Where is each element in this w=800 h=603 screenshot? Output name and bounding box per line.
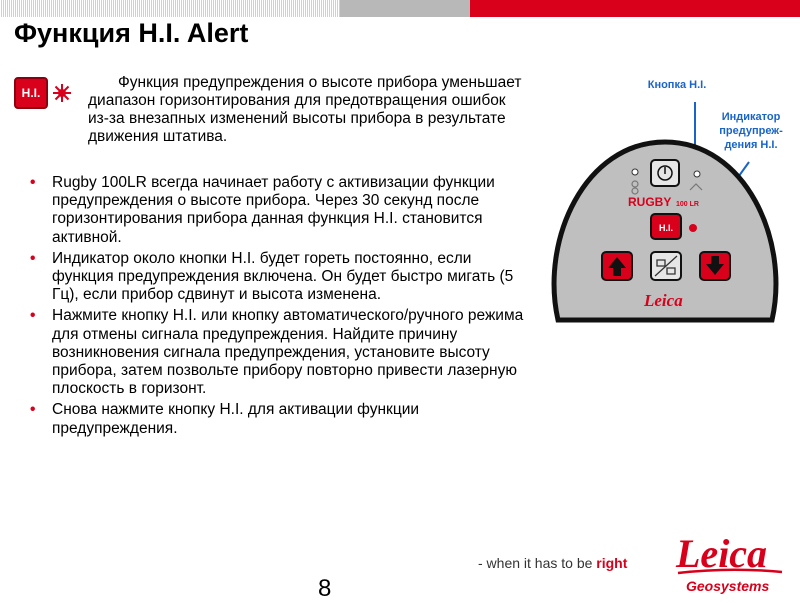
- led-power: [632, 169, 638, 175]
- control-panel: [540, 90, 790, 330]
- alert-star-icon: [52, 83, 72, 103]
- bullet-item: • Индикатор около кнопки H.I. будет гореть постоянно, если функция предупреждения включена. Он будет быстро мигать (5 Гц), если прибор сдвинут и высота изменена.: [30, 250, 535, 305]
- page-number: 8: [318, 575, 332, 602]
- led-auto: [694, 171, 700, 177]
- intro-paragraph: Функция предупреждения о высоте прибора уменьшает диапазон горизонтирования для предотвращения ошибок из-за внезапных изменений высоты прибора в результате движения штатива.: [88, 74, 522, 145]
- callout-hi-button: Кнопка H.I.: [647, 79, 707, 91]
- footer-tagline: [478, 555, 627, 571]
- hi-button-label: H.I.: [658, 223, 674, 233]
- callout-indicator-line: Индикатор: [721, 111, 781, 123]
- leica-geosystems-logo: [672, 523, 787, 598]
- panel-model: 100 LR: [676, 201, 699, 208]
- callout-indicator-line: дения H.I.: [724, 139, 778, 151]
- top-decor-band: [0, 0, 800, 17]
- top-band-red: [470, 0, 800, 17]
- bullet-item: • Rugby 100LR всегда начинает работу с активизации функции предупреждения о высоте прибора. Через 30 секунд после горизонтирования прибора данная функция H.I. становится активной.: [30, 174, 535, 247]
- bullet-item: • Нажмите кнопку H.I. или кнопку автоматического/ручного режима для отмены сигнала предупреждения. Найдите причину возникновения сигнала предупреждения, установите высоту прибора, затем позвольте прибору повторно привести лазерную плоскость в горизонт.: [30, 307, 535, 398]
- panel-leica-logo: Leica: [644, 291, 683, 310]
- tagline-prefix: - when it has to be: [478, 555, 597, 571]
- panel-brand: RUGBY: [628, 195, 672, 209]
- top-band-grey: [340, 0, 470, 17]
- bullet-list: [30, 174, 535, 441]
- callout-indicator-line: предупреж-: [719, 125, 783, 137]
- tagline-emphasis: right: [596, 555, 628, 571]
- hi-indicator-led: [689, 224, 697, 232]
- hi-badge: H.I.: [14, 77, 48, 109]
- geosystems-wordmark: Geosystems: [686, 578, 770, 594]
- leica-wordmark: Leica: [676, 531, 768, 576]
- page-title: Функция H.I. Alert: [14, 18, 249, 48]
- bullet-item: • Снова нажмите кнопку H.I. для активации функции предупреждения.: [30, 401, 535, 437]
